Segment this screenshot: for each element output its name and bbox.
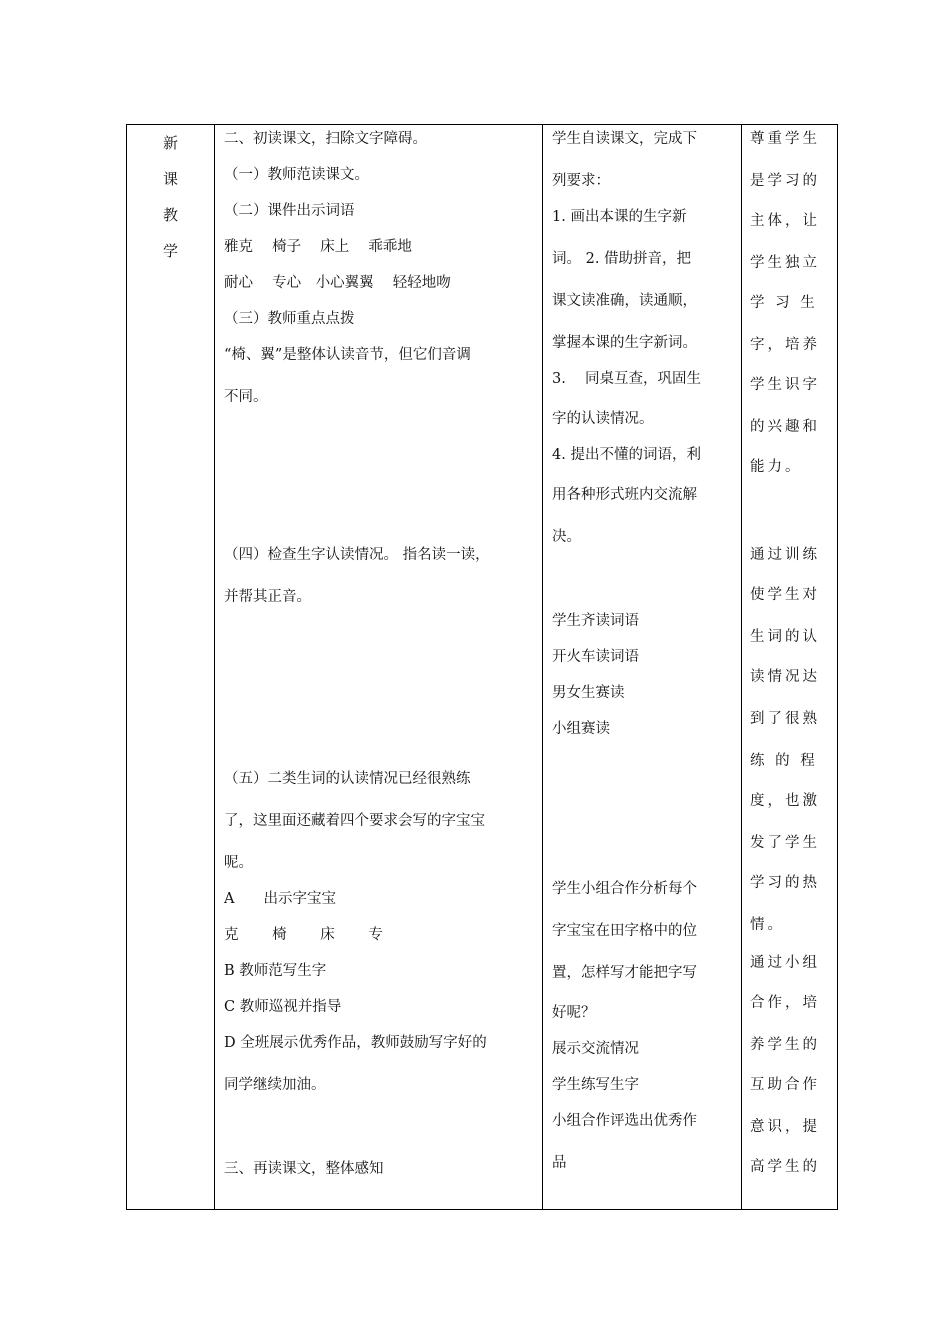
intent-line: 学生独立 (750, 255, 820, 271)
intent-line: 发了学生 (750, 835, 820, 851)
teacher-activity-cell (215, 125, 543, 1210)
intent-line: 字，培养 (750, 337, 820, 353)
teacher-line: 不同。 (224, 389, 268, 405)
student-line: 品 (552, 1155, 567, 1171)
teacher-line: 克 椅 床 专 (224, 927, 383, 943)
intent-line: 能力。 (750, 459, 803, 475)
student-line: 词。 2. 借助拼音，把 (552, 251, 692, 267)
teacher-line: （四）检查生字认读情况。 指名读一读， (224, 547, 490, 563)
intent-line: 读情况达 (750, 669, 820, 685)
teacher-line: B 教师范写生字 (224, 963, 327, 979)
intent-line: 意识，提 (750, 1119, 820, 1135)
teacher-line: （一）教师范读课文。 (224, 167, 369, 183)
student-line: 男女生赛读 (552, 685, 625, 701)
student-activity-cell (543, 125, 742, 1210)
student-line: 用各种形式班内交流解 (552, 487, 697, 503)
intent-line: 主体，让 (750, 213, 820, 229)
student-activity-column (543, 125, 741, 1209)
intent-line: 高学生的 (750, 1159, 820, 1175)
stage-cell (127, 125, 215, 1210)
teacher-activity-column (215, 125, 542, 1209)
teacher-line: 同学继续加油。 (224, 1077, 326, 1093)
student-line: 3. 同桌互查，巩固生 (552, 371, 701, 387)
intent-line: 度，也激 (750, 793, 820, 809)
intent-line: 的兴趣和 (750, 419, 820, 435)
student-line: 学生自读课文，完成下 (552, 131, 697, 147)
student-line: 1. 画出本课的生字新 (552, 209, 687, 225)
intent-line: 情。 (750, 917, 785, 933)
intent-line: 养学生的 (750, 1037, 820, 1053)
teacher-line: 三、再读课文，整体感知 (224, 1161, 384, 1177)
design-intent-cell (742, 125, 838, 1210)
teacher-line: C 教师巡视并指导 (224, 999, 342, 1015)
intent-line: 练 的 程 (750, 753, 818, 769)
intent-line: 学生识字 (750, 377, 820, 393)
stage-char: 新 (162, 134, 178, 152)
teacher-line: 耐心 专心 小心翼翼 轻轻地吻 (224, 275, 451, 291)
teacher-line: 呢。 (224, 855, 253, 871)
student-line: 掌握本课的生字新词。 (552, 335, 697, 351)
teacher-line: A 出示字宝宝 (224, 891, 336, 907)
student-line: 置，怎样写才能把字写 (552, 965, 697, 981)
teacher-line: “椅、翼”是整体认读音节，但它们音调 (224, 347, 471, 363)
intent-line: 学习的热 (750, 875, 820, 891)
stage-char: 教 (162, 206, 178, 224)
student-line: 学生齐读词语 (552, 613, 639, 629)
student-line: 4. 提出不懂的词语，利 (552, 447, 701, 463)
intent-line: 学 习 生 (750, 295, 818, 311)
design-intent-column (742, 125, 837, 1209)
student-line: 小组赛读 (552, 721, 610, 737)
student-line: 字宝宝在田字格中的位 (552, 923, 697, 939)
student-line: 小组合作评选出优秀作 (552, 1113, 697, 1129)
student-line: 好呢？ (552, 1005, 596, 1021)
student-line: 学生小组合作分析每个 (552, 881, 697, 897)
teacher-line: 雅克 椅子 床上 乖乖地 (224, 239, 412, 255)
intent-line: 通过小组 (750, 955, 820, 971)
stage-char: 学 (162, 242, 178, 260)
intent-line: 合作，培 (750, 995, 820, 1011)
student-line: 展示交流情况 (552, 1041, 639, 1057)
teacher-line: 并帮其正音。 (224, 589, 311, 605)
intent-line: 尊重学生 (750, 131, 820, 147)
student-line: 课文读准确，读通顺， (552, 293, 697, 309)
teacher-line: （三）教师重点点拨 (224, 311, 355, 327)
student-line: 学生练写生字 (552, 1077, 639, 1093)
intent-line: 到了很熟 (750, 711, 820, 727)
student-line: 列要求： (552, 173, 610, 189)
intent-line: 使学生对 (750, 587, 820, 603)
teacher-line: （二）课件出示词语 (224, 203, 355, 219)
stage-char: 课 (162, 170, 178, 188)
teacher-line: 二、初读课文，扫除文字障碍。 (224, 131, 427, 147)
lesson-plan-table (126, 124, 838, 1210)
intent-line: 生词的认 (750, 629, 820, 645)
student-line: 字的认读情况。 (552, 411, 654, 427)
intent-line: 通过训练 (750, 547, 820, 563)
student-line: 开火车读词语 (552, 649, 639, 665)
teacher-line: （五）二类生词的认读情况已经很熟练 (224, 771, 471, 787)
intent-line: 是学习的 (750, 173, 820, 189)
intent-line: 互助合作 (750, 1077, 820, 1093)
student-line: 决。 (552, 529, 581, 545)
teacher-line: D 全班展示优秀作品，教师鼓励写字好的 (224, 1035, 487, 1051)
teacher-line: 了，这里面还藏着四个要求会写的字宝宝 (224, 813, 485, 829)
